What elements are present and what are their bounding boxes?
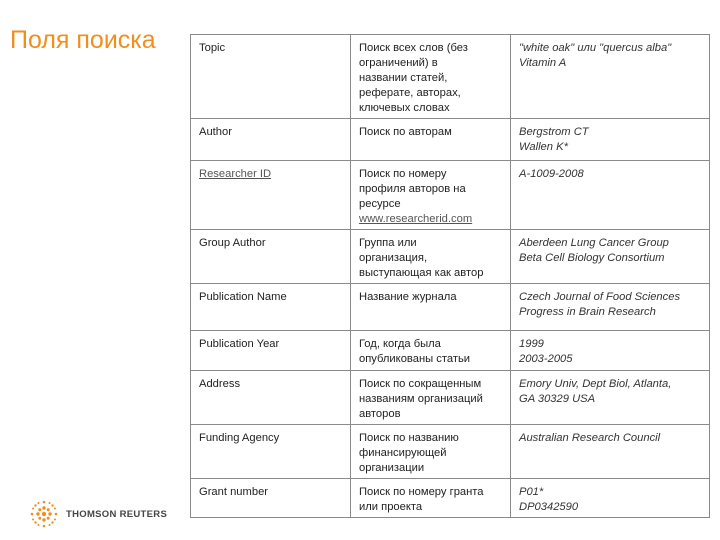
field-example <box>511 371 710 425</box>
field-description <box>351 119 511 161</box>
table-row <box>191 35 710 119</box>
description-line: названиям организаций <box>359 393 483 405</box>
field-description <box>351 230 511 284</box>
field-name: Topic <box>191 35 351 119</box>
table-row <box>191 284 710 331</box>
field-name <box>191 161 351 230</box>
description-line: выступающая как автор <box>359 267 484 279</box>
description-line: профиля авторов на <box>359 183 466 195</box>
example-line: A-1009-2008 <box>519 168 584 180</box>
example-line: "white oak" или "quercus alba" <box>519 42 672 54</box>
example-line: 1999 <box>519 338 544 350</box>
researcherid-url-link[interactable]: www.researcherid.com <box>359 213 473 225</box>
description-line: организации <box>359 462 425 474</box>
description-line: Поиск по сокращенным <box>359 378 482 390</box>
table-row <box>191 479 710 518</box>
field-example <box>511 331 710 371</box>
description-line: или проекта <box>359 501 423 513</box>
example-line: Czech Journal of Food Sciences <box>519 291 681 303</box>
field-name: Funding Agency <box>191 425 351 479</box>
field-description <box>351 425 511 479</box>
description-line: Группа или <box>359 237 417 249</box>
example-line: DP0342590 <box>519 501 579 513</box>
description-line: ограничений) в <box>359 57 438 69</box>
field-example <box>511 161 710 230</box>
field-example <box>511 425 710 479</box>
example-line: Bergstrom CT <box>519 126 589 138</box>
example-line: Beta Cell Biology Consortium <box>519 252 665 264</box>
description-line: Название журнала <box>359 291 457 303</box>
field-example <box>511 35 710 119</box>
thomson-reuters-dots-icon <box>28 498 60 530</box>
description-line: реферате, авторах, <box>359 87 461 99</box>
example-line: 2003-2005 <box>519 353 573 365</box>
field-example <box>511 479 710 518</box>
description-line: Поиск по названию <box>359 432 459 444</box>
example-line: GA 30329 USA <box>519 393 596 405</box>
field-description <box>351 371 511 425</box>
field-description <box>351 35 511 119</box>
field-name: Address <box>191 371 351 425</box>
field-description <box>351 161 511 230</box>
description-line: названии статей, <box>359 72 448 84</box>
table-row <box>191 119 710 161</box>
field-example <box>511 230 710 284</box>
page-title: Поля поиска <box>10 26 156 54</box>
field-example <box>511 119 710 161</box>
example-line: Progress in Brain Research <box>519 306 656 318</box>
logo-text: THOMSON REUTERS <box>66 508 168 520</box>
table-row <box>191 161 710 230</box>
description-line: Поиск по авторам <box>359 126 452 138</box>
description-line: ключевых словах <box>359 102 450 114</box>
example-line: Australian Research Council <box>519 432 661 444</box>
example-line: Wallen K* <box>519 141 568 153</box>
field-name: Publication Name <box>191 284 351 331</box>
researcher-id-link[interactable]: Researcher ID <box>199 168 272 180</box>
field-description <box>351 479 511 518</box>
field-example <box>511 284 710 331</box>
description-line: финансирующей <box>359 447 447 459</box>
description-line: Поиск всех слов (без <box>359 42 468 54</box>
table-row <box>191 331 710 371</box>
field-name: Group Author <box>191 230 351 284</box>
field-name: Grant number <box>191 479 351 518</box>
field-description <box>351 284 511 331</box>
description-line: Поиск по номеру <box>359 168 447 180</box>
description-line: организация, <box>359 252 428 264</box>
example-line: Aberdeen Lung Cancer Group <box>519 237 669 249</box>
field-description <box>351 331 511 371</box>
description-line: Поиск по номеру гранта <box>359 486 484 498</box>
search-fields-table <box>190 34 710 518</box>
field-name: Author <box>191 119 351 161</box>
example-line: Vitamin A <box>519 57 567 69</box>
description-line: авторов <box>359 408 401 420</box>
example-line: P01* <box>519 486 544 498</box>
field-name: Publication Year <box>191 331 351 371</box>
thomson-reuters-logo <box>28 498 167 530</box>
description-line: Год, когда была <box>359 338 441 350</box>
table-row <box>191 230 710 284</box>
description-line: ресурсе <box>359 198 401 210</box>
table-row <box>191 371 710 425</box>
table-row <box>191 425 710 479</box>
description-line: опубликованы статьи <box>359 353 471 365</box>
example-line: Emory Univ, Dept Biol, Atlanta, <box>519 378 672 390</box>
